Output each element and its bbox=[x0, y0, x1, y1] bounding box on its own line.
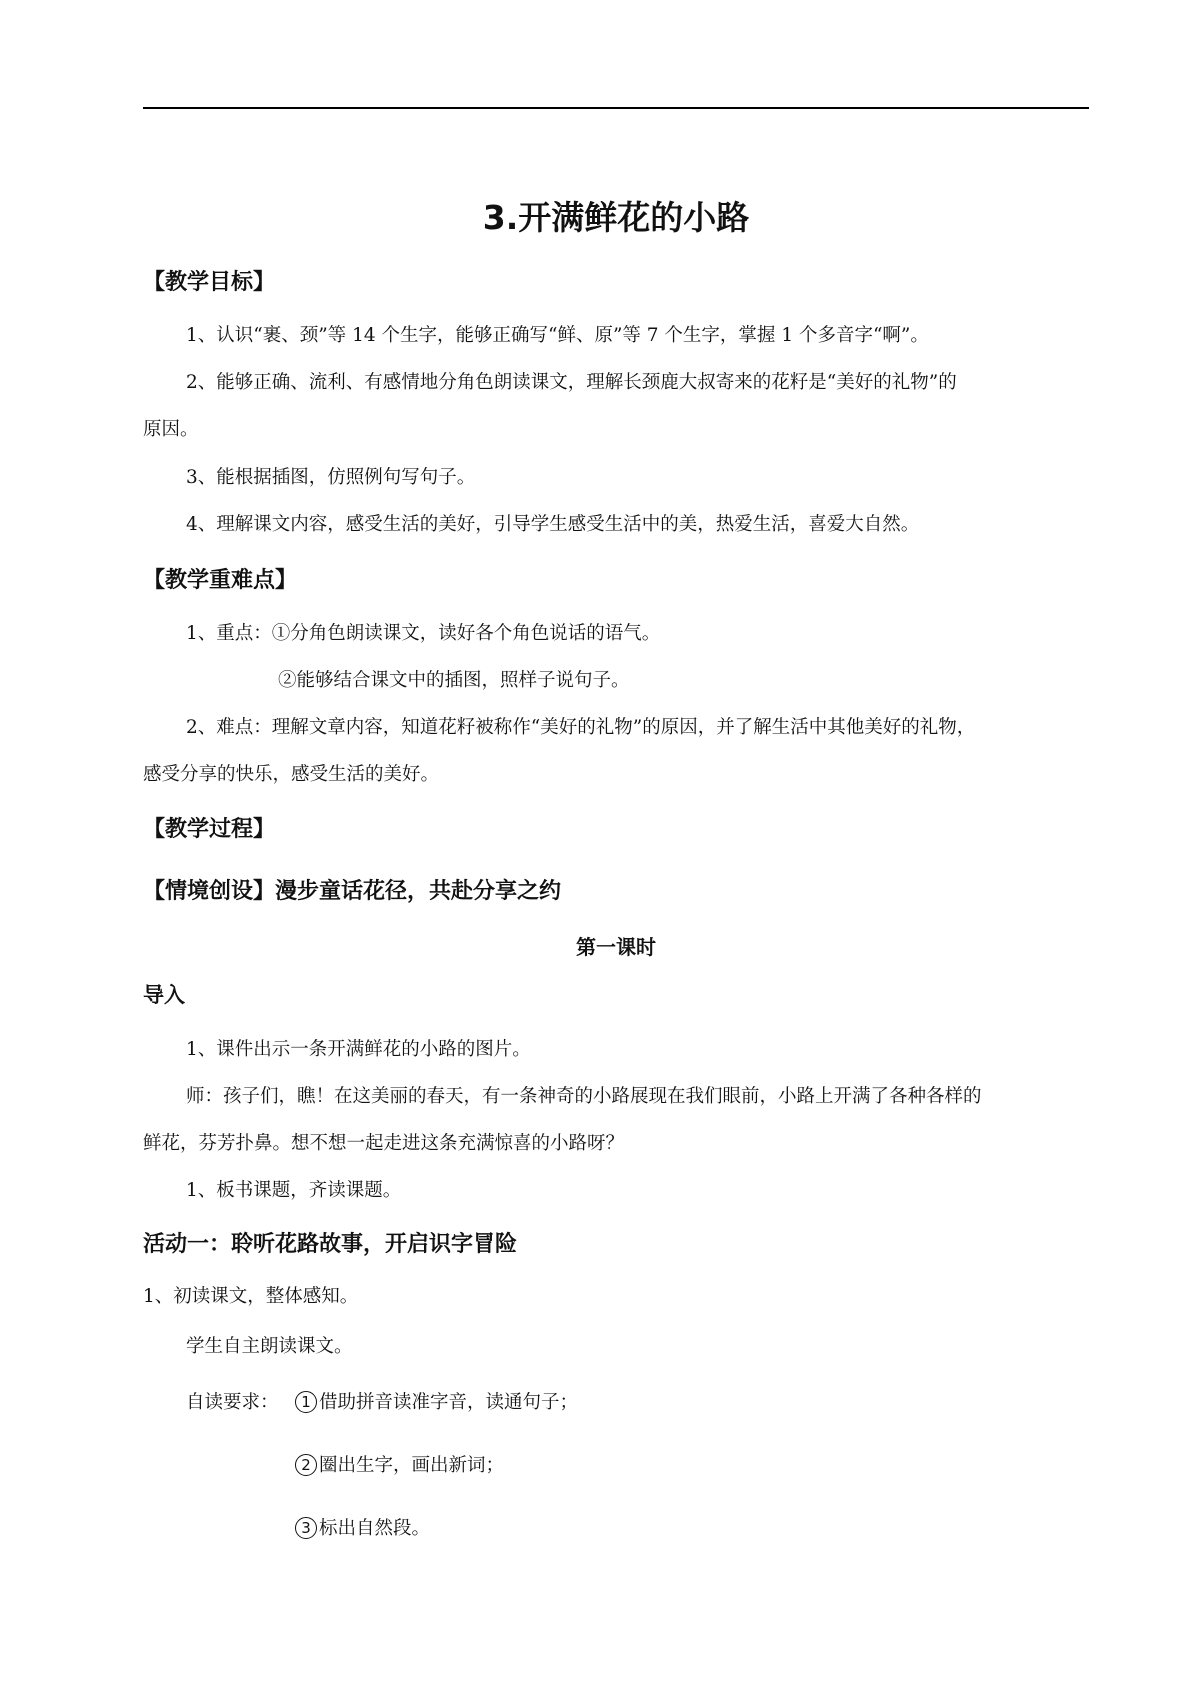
goal-line-2: 2、能够正确、流利、有感情地分角色朗读课文，理解长颈鹿大叔寄来的花籽是“美好的礼物”的 bbox=[186, 372, 957, 393]
difficulty-line-cont: 感受分享的快乐，感受生活的美好。 bbox=[143, 764, 440, 785]
goal-line-4: 4、理解课文内容，感受生活的美好，引导学生感受生活中的美，热爱生活，喜爱大自然。 bbox=[186, 514, 920, 535]
circled-number-1: 1 bbox=[295, 1391, 317, 1413]
intro-line-2-cont: 鲜花，芬芳扑鼻。想不想一起走进这条充满惊喜的小路呀？ bbox=[143, 1133, 625, 1154]
requirement-item-1 bbox=[295, 1389, 578, 1417]
activity1-heading: 活动一：聆听花路故事，开启识字冒险 bbox=[143, 1232, 518, 1257]
circled-number-3: 3 bbox=[295, 1517, 317, 1539]
difficulty-line: 2、难点：理解文章内容，知道花籽被称作“美好的礼物”的原因，并了解生活中其他美好的礼物， bbox=[186, 717, 976, 738]
goals-heading: 【教学目标】 bbox=[143, 270, 276, 295]
requirement-item-3 bbox=[295, 1515, 430, 1543]
key-point-line-2: ②能够结合课文中的插图，照样子说句子。 bbox=[278, 670, 630, 691]
intro-line-2: 师：孩子们，瞧！在这美丽的春天，有一条神奇的小路展现在我们眼前，小路上开满了各种各样的 bbox=[186, 1086, 982, 1107]
requirement-text-1: 借助拼音读准字音，读通句子； bbox=[319, 1392, 579, 1413]
lesson-title: 第一课时 bbox=[576, 935, 656, 959]
circled-number-2: 2 bbox=[295, 1454, 317, 1476]
goal-line-2-cont: 原因。 bbox=[143, 419, 199, 440]
process-heading: 【教学过程】 bbox=[143, 817, 276, 842]
intro-line-3: 1、板书课题，齐读课题。 bbox=[186, 1180, 402, 1201]
scenario-heading: 【情境创设】漫步童话花径，共赴分享之约 bbox=[143, 879, 562, 904]
goal-line-1: 1、认识“裹、颈”等 14 个生字，能够正确写“鲜、原”等 7 个生字，掌握 1 个多音字“啊”。 bbox=[186, 325, 929, 346]
intro-line-1: 1、课件出示一条开满鲜花的小路的图片。 bbox=[186, 1039, 531, 1060]
activity1-line-2: 学生自主朗读课文。 bbox=[186, 1336, 353, 1357]
activity1-line-1: 1、初读课文，整体感知。 bbox=[143, 1286, 359, 1307]
requirement-text-2: 圈出生字，画出新词； bbox=[319, 1455, 505, 1476]
requirement-item-2 bbox=[295, 1452, 504, 1480]
requirement-text-3: 标出自然段。 bbox=[319, 1518, 431, 1539]
intro-heading: 导入 bbox=[143, 983, 185, 1007]
self-read-label: 自读要求： bbox=[186, 1392, 279, 1413]
page-title: 3.开满鲜花的小路 bbox=[482, 198, 750, 237]
header-rule bbox=[143, 107, 1089, 109]
goal-line-3: 3、能根据插图，仿照例句写句子。 bbox=[186, 467, 476, 488]
key-point-line: 1、重点：①分角色朗读课文，读好各个角色说话的语气。 bbox=[186, 623, 661, 644]
key-heading: 【教学重难点】 bbox=[143, 568, 298, 593]
